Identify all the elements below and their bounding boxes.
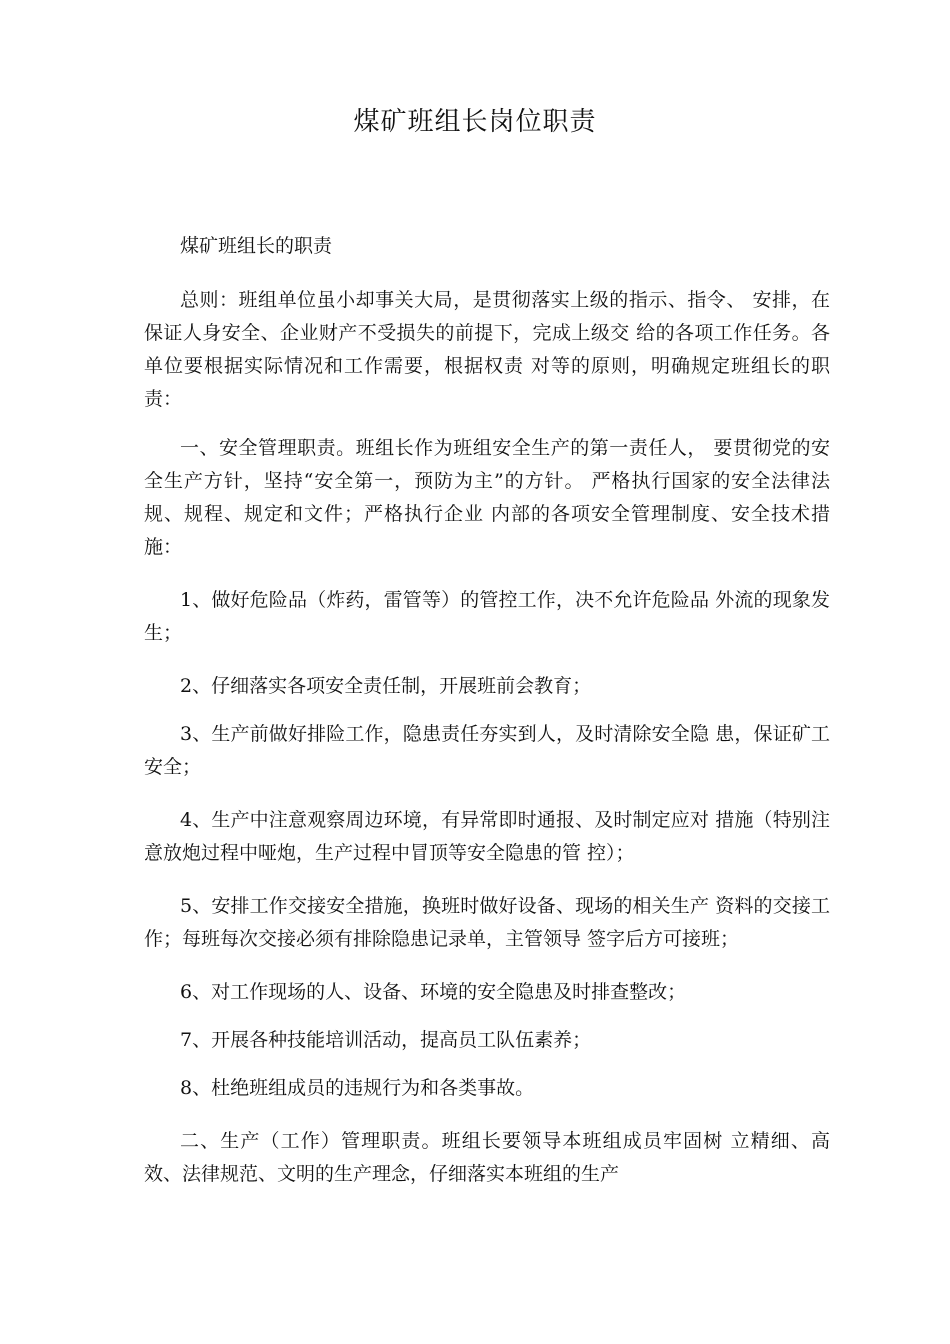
list-item-2: 2、仔细落实各项安全责任制，开展班前会教育； [180, 675, 592, 697]
list-item-8: 8、杜绝班组成员的违规行为和各类事故。 [180, 1077, 535, 1099]
list-item-1: 1、做好危险品（炸药，雷管等）的管控工作，决不允许危险品 外流的现象发生； [144, 589, 830, 644]
list-item-5: 5、安排工作交接安全措施，换班时做好设备、现场的相关生产 资料的交接工作；每班每次交接必须有排除隐患记录单，主管领导 签字后方可接班； [144, 895, 830, 950]
list-item-7: 7、开展各种技能培训活动，提高员工队伍素养； [180, 1029, 592, 1051]
document-body [144, 230, 830, 1191]
list-item-3: 3、生产前做好排险工作，隐患责任夯实到人，及时清除安全隐 患，保证矿工安全； [144, 723, 830, 778]
general-principle-paragraph: 总则：班组单位虽小却事关大局，是贯彻落实上级的指示、指令、 安排，在保证人身安全、企业财产不受损失的前提下，完成上级交 给的各项工作任务。各单位要根据实际情况和工作需要，根据权责 对等的原则，明确规定班组长的职责： [144, 289, 830, 410]
safety-duty-paragraph: 一、安全管理职责。班组长作为班组安全生产的第一责任人， 要贯彻党的安全生产方针，坚持“安全第一，预防为主”的方针。 严格执行国家的安全法律法规、规程、规定和文件；严格执行企业 内部的各项安全管理制度、安全技术措施： [144, 437, 830, 558]
list-item-6: 6、对工作现场的人、设备、环境的安全隐患及时排查整改； [180, 981, 687, 1003]
production-duty-paragraph: 二、生产（工作）管理职责。班组长要领导本班组成员牢固树 立精细、高效、法律规范、文明的生产理念，仔细落实本班组的生产 [144, 1130, 830, 1185]
subtitle-paragraph: 煤矿班组长的职责 [180, 235, 333, 257]
document-title: 煤矿班组长岗位职责 [353, 107, 597, 137]
list-item-4: 4、生产中注意观察周边环境，有异常即时通报、及时制定应对 措施（特别注意放炮过程中哑炮，生产过程中冒顶等安全隐患的管 控）； [144, 809, 830, 864]
